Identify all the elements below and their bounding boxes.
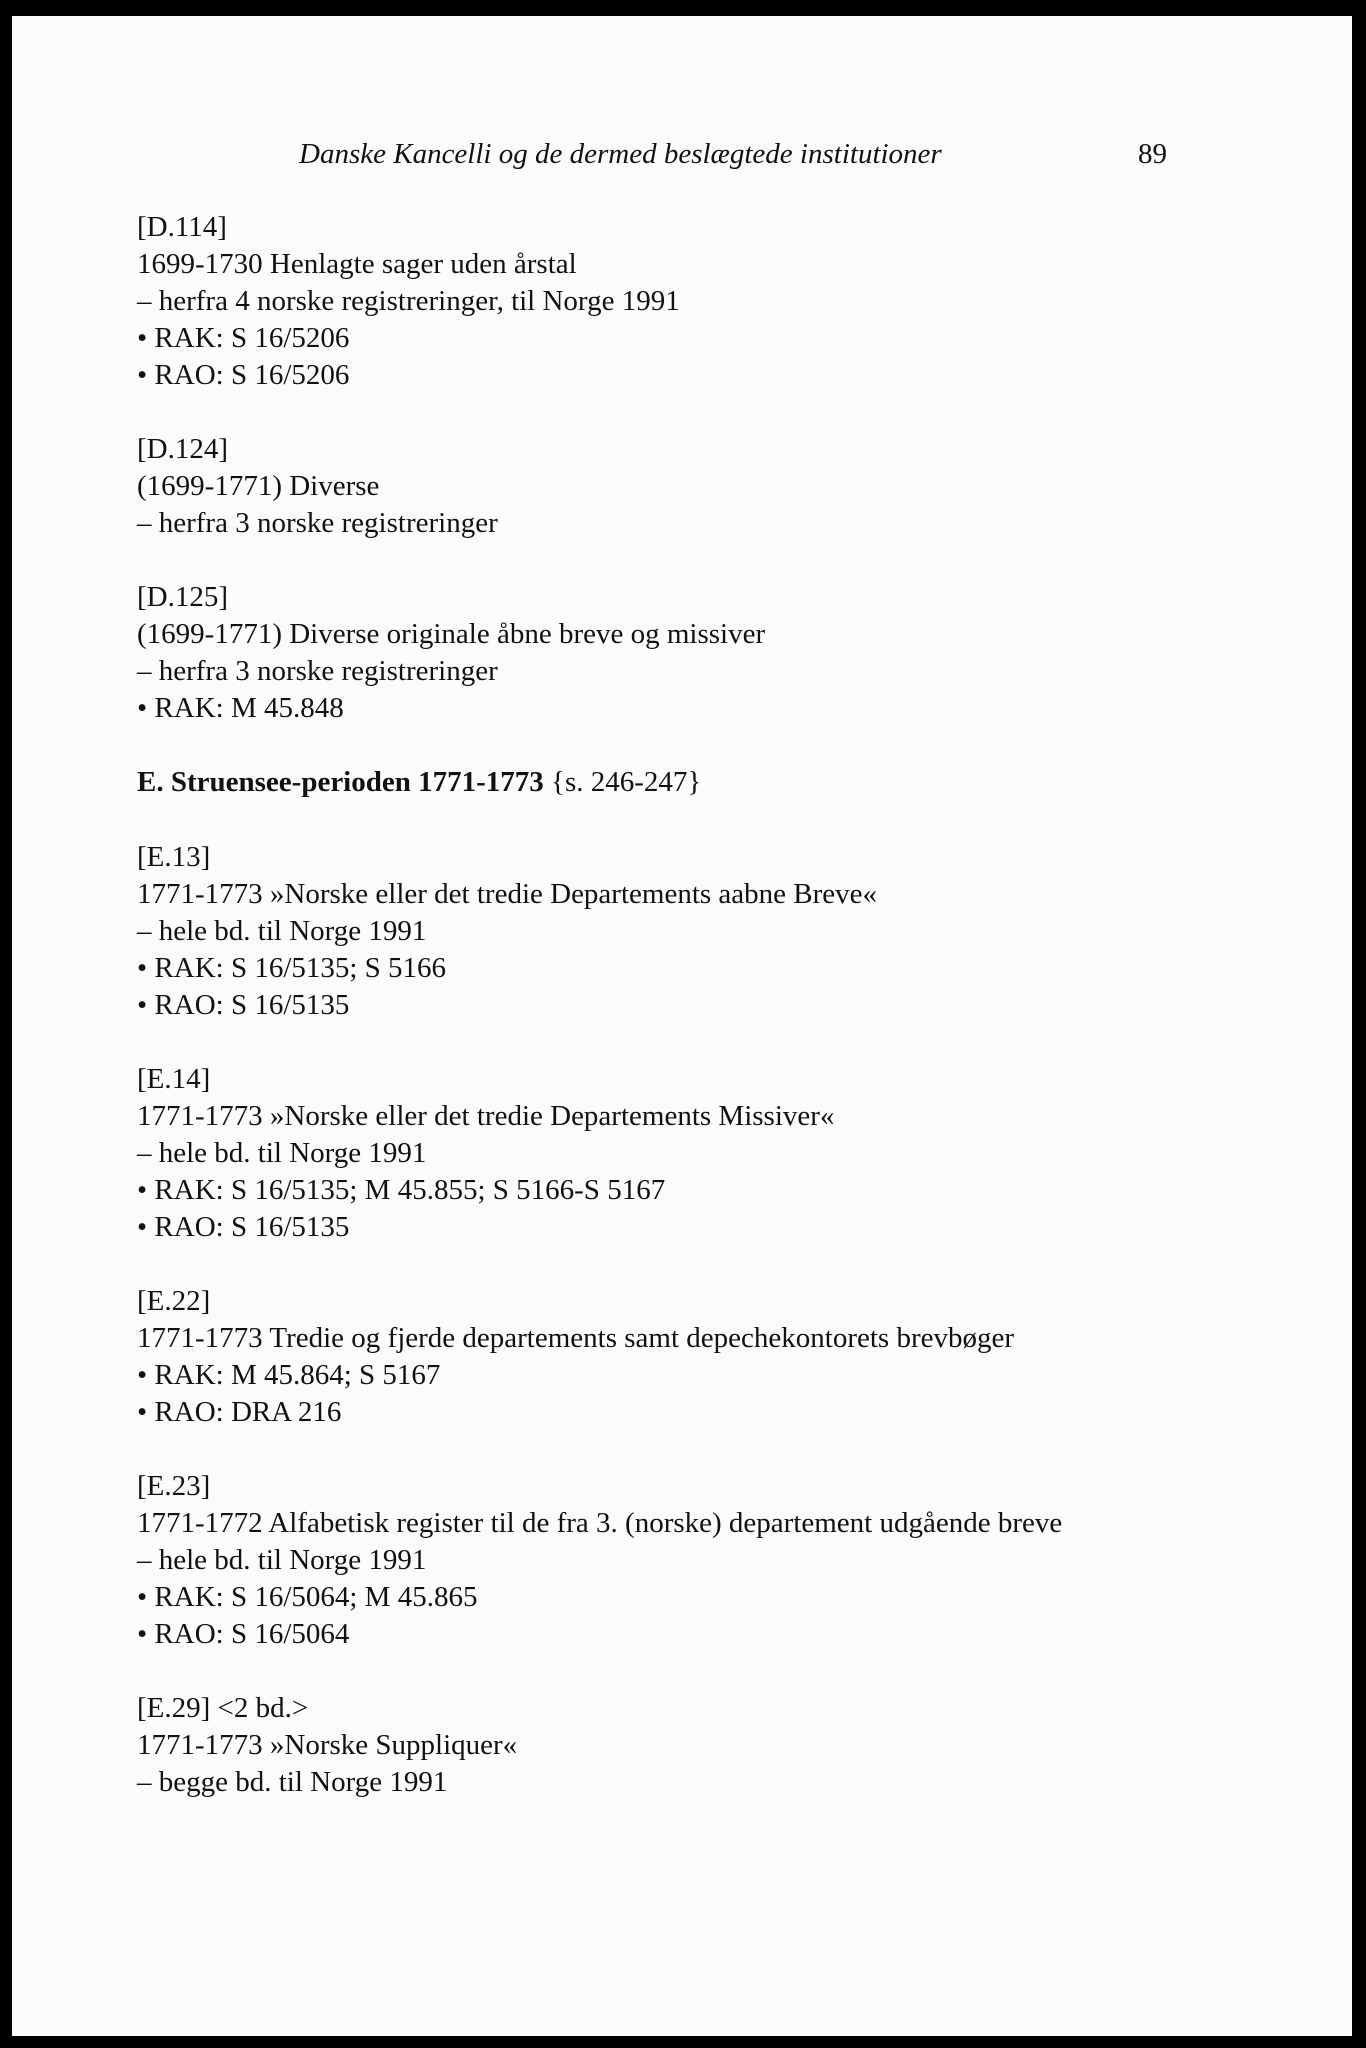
section-heading-e bbox=[137, 764, 1257, 801]
archive-entry bbox=[137, 579, 1257, 727]
entry-line: (1699-1771) Diverse bbox=[137, 470, 380, 502]
entry-reference: [E.13] bbox=[137, 841, 211, 873]
archive-entry bbox=[137, 431, 1257, 542]
archive-entry bbox=[137, 1690, 1257, 1801]
entry-line: – herfra 4 norske registreringer, til Norge 1991 bbox=[137, 285, 680, 317]
entry-reference: [D.114] bbox=[137, 211, 227, 243]
running-title: Danske Kancelli og de dermed beslægtede institutioner bbox=[299, 138, 942, 170]
entry-line: – hele bd. til Norge 1991 bbox=[137, 1137, 427, 1169]
entry-reference: [E.29] <2 bd.> bbox=[137, 1692, 309, 1724]
archive-entry bbox=[137, 839, 1257, 1024]
section-heading-title: E. Struensee-perioden 1771-1773 bbox=[137, 766, 544, 798]
archive-entry bbox=[137, 1468, 1257, 1653]
archive-entry bbox=[137, 1283, 1257, 1431]
entry-line: 1771-1773 »Norske eller det tredie Departements Missiver« bbox=[137, 1100, 835, 1132]
entry-line: 1771-1773 »Norske eller det tredie Departements aabne Breve« bbox=[137, 878, 878, 910]
entry-line: 1771-1772 Alfabetisk register til de fra 3. (norske) departement udgående breve bbox=[137, 1507, 1063, 1539]
entry-reference: [D.124] bbox=[137, 433, 229, 465]
entry-line: – hele bd. til Norge 1991 bbox=[137, 1544, 427, 1576]
entry-line: • RAO: S 16/5135 bbox=[137, 1211, 350, 1243]
entry-line: • RAK: M 45.848 bbox=[137, 692, 344, 724]
entry-line: • RAO: S 16/5064 bbox=[137, 1618, 350, 1650]
entry-line: – herfra 3 norske registreringer bbox=[137, 507, 498, 539]
entry-line: • RAK: S 16/5135; M 45.855; S 5166-S 5167 bbox=[137, 1174, 666, 1206]
entries-section-d bbox=[137, 209, 1257, 727]
entry-line: 1699-1730 Henlagte sager uden årstal bbox=[137, 248, 577, 280]
entry-line: – herfra 3 norske registreringer bbox=[137, 655, 498, 687]
entry-line: – hele bd. til Norge 1991 bbox=[137, 915, 427, 947]
entry-line: • RAK: S 16/5206 bbox=[137, 322, 350, 354]
entry-reference: [E.22] bbox=[137, 1285, 211, 1317]
archive-entry bbox=[137, 1061, 1257, 1246]
page-number: 89 bbox=[1138, 138, 1167, 170]
entry-line: 1771-1773 Tredie og fjerde departements samt depechekontorets brevbøger bbox=[137, 1322, 1014, 1354]
page-header bbox=[12, 138, 1352, 178]
section-heading-page-ref: {s. 246-247} bbox=[543, 766, 702, 798]
entry-reference: [E.23] bbox=[137, 1470, 211, 1502]
entry-reference: [D.125] bbox=[137, 581, 229, 613]
entry-line: – begge bd. til Norge 1991 bbox=[137, 1766, 448, 1798]
entry-line: 1771-1773 »Norske Suppliquer« bbox=[137, 1729, 518, 1761]
entries-section-e bbox=[137, 839, 1257, 1801]
entry-line: • RAO: S 16/5135 bbox=[137, 989, 350, 1021]
entry-line: • RAK: S 16/5064; M 45.865 bbox=[137, 1581, 478, 1613]
entry-reference: [E.14] bbox=[137, 1063, 211, 1095]
page-body bbox=[137, 209, 1257, 1838]
entry-line: • RAO: S 16/5206 bbox=[137, 359, 350, 391]
entry-line: • RAK: M 45.864; S 5167 bbox=[137, 1359, 441, 1391]
entry-line: • RAK: S 16/5135; S 5166 bbox=[137, 952, 447, 984]
entry-line: (1699-1771) Diverse originale åbne breve og missiver bbox=[137, 618, 766, 650]
entry-line: • RAO: DRA 216 bbox=[137, 1396, 342, 1428]
document-page bbox=[12, 16, 1352, 2036]
archive-entry bbox=[137, 209, 1257, 394]
